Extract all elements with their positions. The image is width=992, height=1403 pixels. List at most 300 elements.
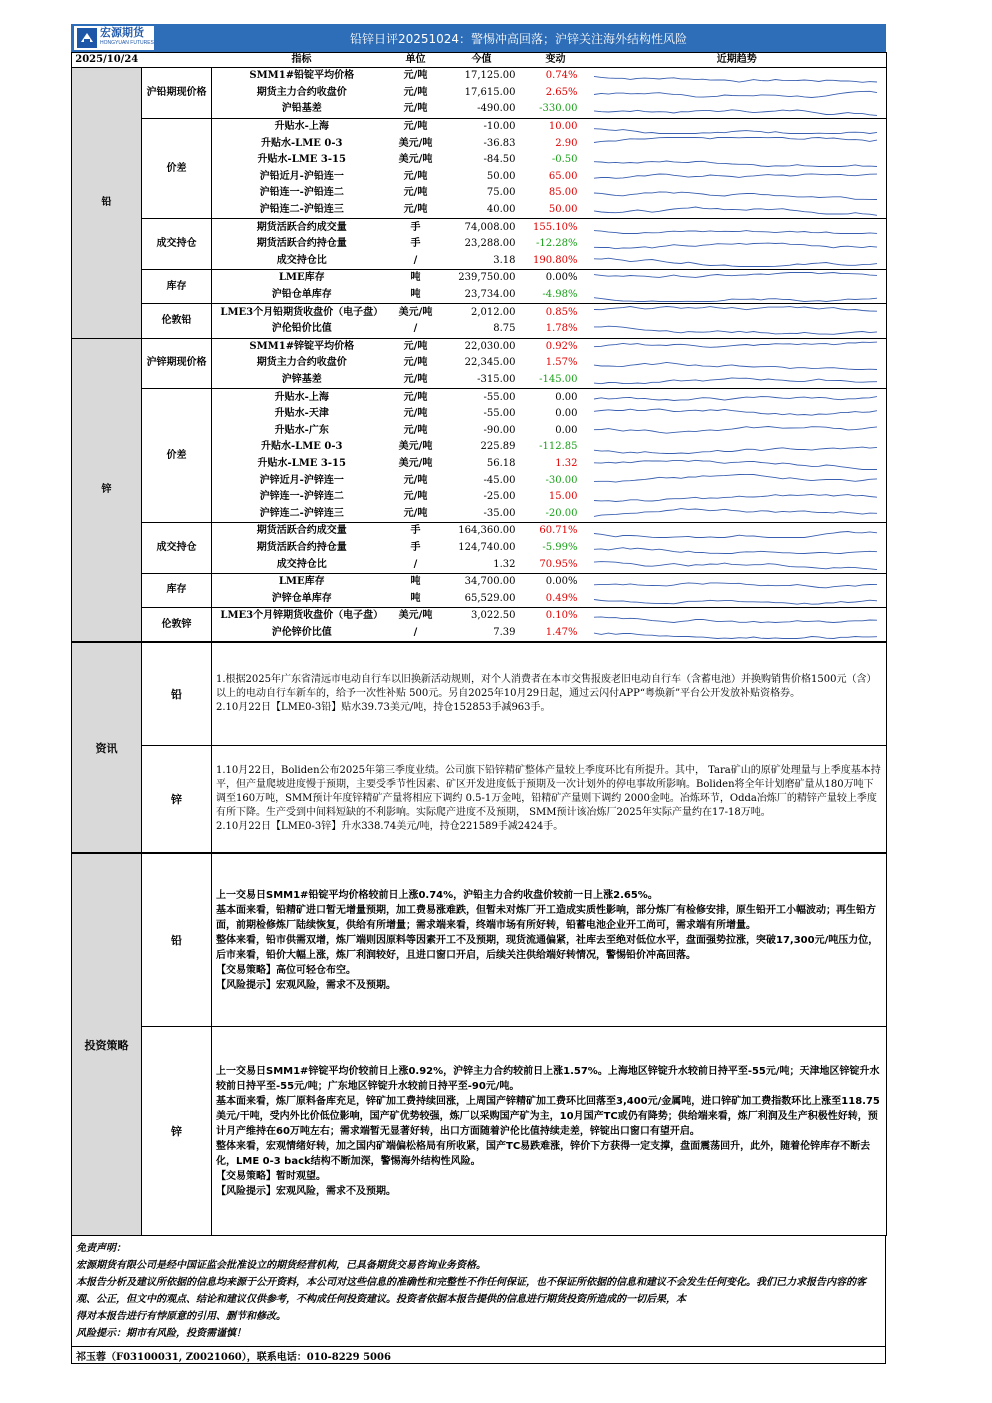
unit-cell: 吨 xyxy=(392,590,440,607)
report-date: 2025/10/24 xyxy=(72,53,142,68)
strategy-lead xyxy=(212,854,887,1027)
trend-sparkline xyxy=(588,237,883,252)
value-cell: -55.00 xyxy=(483,391,516,403)
value-cell: 75.00 xyxy=(486,187,516,199)
trend-cell xyxy=(588,304,887,321)
indicator-name: 期货活跃合约成交量 xyxy=(256,525,347,537)
value-cell: 65,529.00 xyxy=(440,590,524,607)
group-label: 沪锌期现价格 xyxy=(142,338,212,389)
change-cell: 1.32 xyxy=(555,457,578,469)
value-cell: -90.00 xyxy=(483,424,516,436)
indicator-name: 期货活跃合约持仓量 xyxy=(256,541,347,553)
trend-line xyxy=(594,409,877,415)
news-table xyxy=(71,642,887,853)
trend-cell xyxy=(588,355,887,372)
trend-line xyxy=(594,600,877,605)
trend-cell xyxy=(588,372,887,389)
unit-cell: / xyxy=(392,253,440,270)
trend-sparkline xyxy=(588,540,883,555)
value-cell: 124,740.00 xyxy=(458,541,516,553)
value-cell: -25.00 xyxy=(483,491,516,503)
trend-sparkline xyxy=(588,356,883,371)
indicator-name: LME库存 xyxy=(278,272,325,284)
unit-cell: 吨 xyxy=(410,272,421,284)
strategy-zinc-line: 基本面来看，炼厂原料备库充足，锌矿加工费持续回涨，上周国产锌精矿加工费环比回落至3,400元/金属吨，进口锌矿加工费指数环比上涨至118.75美元/干吨，受内外比价低位影响，国产矿优势较强，炼厂以采购国产矿为主，10月国产TC或仍有降势；供给端来看，炼厂利润及生产积极性好转，预计月产维持在60万吨左右；需求端暂无显著好转，出口方面随着沪伦比值持续走差，锌锭出口窗口有望开启。 xyxy=(216,1095,880,1137)
trend-line xyxy=(594,617,877,623)
trend-line xyxy=(594,76,877,82)
value-cell: -84.50 xyxy=(483,154,516,166)
trend-line xyxy=(594,231,877,234)
change-cell: 0.74% xyxy=(545,70,578,82)
trend-cell xyxy=(588,422,887,439)
trend-cell xyxy=(588,118,887,135)
change-cell: 65.00 xyxy=(548,170,578,182)
trend-sparkline xyxy=(588,407,883,422)
unit-cell: 吨 xyxy=(410,576,421,588)
trend-line xyxy=(594,297,877,301)
strategy-lead-line: 【风险提示】宏观风险，需求不及预期。 xyxy=(216,979,396,991)
trend-sparkline xyxy=(588,322,883,337)
trend-cell xyxy=(588,472,887,489)
table-row xyxy=(72,523,887,540)
trend-line xyxy=(594,174,877,178)
strategy-zinc-line: 【风险提示】宏观风险，需求不及预期。 xyxy=(216,1185,396,1197)
zinc-section-label: 锌 xyxy=(72,338,142,642)
strategy-lead-line: 上一交易日SMM1#铅锭平均价格较前日上涨0.74%，沪铅主力合约收盘价较前一日上涨2.65%。 xyxy=(216,889,658,901)
value-cell: 3.18 xyxy=(440,253,524,270)
indicator-name: LME3个月铅期货收盘价（电子盘） xyxy=(220,306,384,318)
trend-line xyxy=(594,243,877,249)
unit-cell: 元/吨 xyxy=(392,505,440,522)
indicator-table xyxy=(71,52,887,642)
table-row xyxy=(72,573,887,590)
strategy-lead-line: 整体来看，铅市供需双增，炼厂端则因原料等因素开工不及预期，现货流通偏紧，社库去至绝对低位水平，盘面强势拉涨，突破17,300元/吨压力位，后市来看，铅价大幅上涨，炼厂利润较好，且进口窗口开启，后续关注供给端好转情况，警惕铅价冲高回落。 xyxy=(216,934,879,961)
trend-cell xyxy=(588,523,887,540)
unit-cell: 元/吨 xyxy=(392,101,440,118)
change-cell: 190.80% xyxy=(524,253,588,270)
change-cell: -0.50 xyxy=(551,154,578,166)
unit-cell: 元/吨 xyxy=(403,391,428,403)
value-cell: -490.00 xyxy=(440,101,524,118)
news-label: 资讯 xyxy=(72,643,142,853)
change-cell: 85.00 xyxy=(548,187,578,199)
strategy-zinc xyxy=(212,1027,887,1236)
value-cell: 17,125.00 xyxy=(464,70,516,82)
trend-cell xyxy=(588,573,887,590)
group-label: 伦敦锌 xyxy=(142,608,212,642)
logo-mark-icon xyxy=(77,28,97,48)
trend-line xyxy=(594,562,877,570)
change-cell: 0.92% xyxy=(545,340,578,352)
change-cell: 155.10% xyxy=(533,221,578,233)
trend-cell xyxy=(588,85,887,102)
change-cell: 0.00% xyxy=(545,576,578,588)
disclaimer-line: 宏源期货有限公司是经中国证监会批准设立的期货经营机构，已具备期货交易咨询业务资格。 xyxy=(76,1260,486,1272)
change-cell: -4.98% xyxy=(524,287,588,304)
value-cell: 50.00 xyxy=(486,170,516,182)
trend-line xyxy=(594,461,877,470)
unit-cell: / xyxy=(392,625,440,642)
value-cell: 164,360.00 xyxy=(458,525,516,537)
table-row xyxy=(72,270,887,287)
change-cell: 1.47% xyxy=(524,625,588,642)
indicator-name: 升贴水-LME 3-15 xyxy=(257,154,346,166)
change-cell: 0.00 xyxy=(555,424,578,436)
trend-line xyxy=(594,110,877,116)
indicator-name: 期货主力合约收盘价 xyxy=(256,86,347,98)
trend-line xyxy=(594,259,877,267)
trend-line xyxy=(594,342,877,347)
trend-cell xyxy=(588,101,887,118)
col-value: 今值 xyxy=(440,53,524,68)
trend-cell xyxy=(588,219,887,236)
trend-line xyxy=(594,583,877,588)
indicator-name: 沪铅近月-沪铅连一 xyxy=(259,170,344,182)
report-sheet xyxy=(71,24,886,1364)
group-label: 沪铅期现价格 xyxy=(142,68,212,119)
indicator-name: LME库存 xyxy=(278,576,325,588)
value-cell: 23,734.00 xyxy=(440,287,524,304)
unit-cell: 手 xyxy=(410,238,421,250)
trend-cell xyxy=(588,489,887,506)
unit-cell: 吨 xyxy=(392,287,440,304)
indicator-name: 成交持仓比 xyxy=(212,253,392,270)
value-cell: 23,288.00 xyxy=(464,238,516,250)
value-cell: -35.00 xyxy=(440,505,524,522)
news-lead-label: 铅 xyxy=(142,643,212,746)
col-unit: 单位 xyxy=(392,53,440,68)
trend-cell xyxy=(588,406,887,423)
unit-cell: / xyxy=(392,556,440,573)
trend-sparkline xyxy=(588,591,883,606)
table-row xyxy=(72,219,887,236)
lead-section-label: 铅 xyxy=(72,68,142,339)
change-cell: 50.00 xyxy=(524,202,588,219)
unit-cell: 美元/吨 xyxy=(398,441,433,453)
trend-sparkline xyxy=(588,423,883,438)
change-cell: 0.49% xyxy=(524,590,588,607)
indicator-name: 沪铅连二-沪铅连三 xyxy=(212,202,392,219)
strategy-lead-label: 铅 xyxy=(142,854,212,1027)
value-cell: 7.39 xyxy=(440,625,524,642)
indicator-name: 升贴水-LME 0-3 xyxy=(261,441,343,453)
trend-cell xyxy=(588,321,887,338)
indicator-name: 沪锌连一-沪锌连二 xyxy=(259,491,344,503)
trend-sparkline xyxy=(588,102,883,117)
news-lead xyxy=(212,643,887,746)
indicator-name: 沪锌基差 xyxy=(212,372,392,389)
table-row xyxy=(72,68,887,85)
trend-sparkline xyxy=(588,305,883,320)
disclaimer-title: 免责声明： xyxy=(76,1243,126,1255)
change-cell: 1.57% xyxy=(545,357,578,369)
news-zinc-line: 1.10月22日，Boliden公布2025年第三季度业绩。公司旗下铅锌精矿整体产量较上季度环比有所提升。其中， Tara矿山的原矿处理量与上季度基本持平，但产量爬坡进度慢于预期，主要受季节性因素、矿区开发进度低于预期及一次计划外的停电事故所影响。Boliden将全年计划磨矿量从180万吨下调至160万吨，SMM预计年度锌精矿产量将相应下调约 0.5-1万金吨，铅精矿产量则下调约 2000金吨。冶炼环节，Odda冶炼厂的精锌产量较上季度有所下降。生产受到中间料短缺的不利影响。实际爬产进度不及预期， SMM预计该冶炼厂2025年实际产量约在17-18万吨。 xyxy=(216,765,881,819)
indicator-name: 沪锌仓单库存 xyxy=(212,590,392,607)
table-row xyxy=(72,118,887,135)
disclaimer xyxy=(71,1236,886,1347)
table-row xyxy=(72,608,887,625)
unit-cell: 元/吨 xyxy=(403,340,428,352)
trend-sparkline xyxy=(588,69,883,84)
table-row xyxy=(72,338,887,355)
unit-cell: 元/吨 xyxy=(403,474,428,486)
trend-line xyxy=(594,378,877,384)
indicator-name: 沪铅连一-沪铅连二 xyxy=(259,187,344,199)
indicator-name: 期货活跃合约持仓量 xyxy=(256,238,347,250)
trend-sparkline xyxy=(588,85,883,100)
trend-line xyxy=(594,92,877,98)
trend-sparkline xyxy=(588,271,883,286)
change-cell: -30.00 xyxy=(545,474,578,486)
trend-line xyxy=(594,326,877,334)
trend-sparkline xyxy=(588,557,883,572)
trend-cell xyxy=(588,287,887,304)
table-row xyxy=(72,389,887,406)
trend-cell xyxy=(588,389,887,406)
col-indicator: 指标 xyxy=(212,53,392,68)
indicator-name: 升贴水-LME 0-3 xyxy=(261,137,343,149)
trend-line xyxy=(594,475,877,483)
change-cell: 0.85% xyxy=(545,306,578,318)
trend-line xyxy=(594,272,877,277)
trend-sparkline xyxy=(588,625,883,640)
news-zinc-label: 锌 xyxy=(142,746,212,853)
value-cell: 225.89 xyxy=(480,441,516,453)
indicator-name: SMM1#铅锭平均价格 xyxy=(249,70,355,82)
trend-sparkline xyxy=(588,339,883,354)
news-lead-line: 1.根据2025年广东省清远市电动自行车以旧换新活动规则，对个人消费者在本市交售报废老旧电动自行车（含蓄电池）并换购销售价格1500元（含）以上的电动自行车新车的，给予一次性补贴 500元。另自2025年10月29日起，通过云闪付APP“粤焕新”平台公开发放补贴资格券。 xyxy=(216,674,877,700)
indicator-name: 沪伦锌价比值 xyxy=(212,625,392,642)
value-cell: 34,700.00 xyxy=(464,576,516,588)
indicator-name: 沪铅仓单库存 xyxy=(212,287,392,304)
change-cell: 1.78% xyxy=(524,321,588,338)
news-zinc-line: 2.10月22日【LME0-3锌】升水338.74美元/吨，持仓221589手减2424手。 xyxy=(216,821,564,833)
trend-cell xyxy=(588,236,887,253)
unit-cell: 元/吨 xyxy=(403,86,428,98)
report-header xyxy=(71,24,886,52)
trend-line xyxy=(594,207,877,215)
trend-line xyxy=(594,138,877,143)
trend-sparkline xyxy=(588,372,883,387)
value-cell: -10.00 xyxy=(483,121,516,133)
indicator-name: 升贴水-天津 xyxy=(274,408,329,420)
value-cell: 74,008.00 xyxy=(464,221,516,233)
value-cell: 1.32 xyxy=(440,556,524,573)
trend-cell xyxy=(588,590,887,607)
indicator-name: 期货活跃合约成交量 xyxy=(256,221,347,233)
trend-cell xyxy=(588,608,887,625)
change-cell: 0.10% xyxy=(545,610,578,622)
trend-line xyxy=(594,192,877,200)
unit-cell: 美元/吨 xyxy=(398,306,433,318)
trend-cell xyxy=(588,556,887,573)
trend-sparkline xyxy=(588,136,883,151)
strategy-lead-line: 【交易策略】高位可轻仓布空。 xyxy=(216,964,356,976)
trend-sparkline xyxy=(588,456,883,471)
trend-cell xyxy=(588,135,887,152)
trend-line xyxy=(594,509,877,517)
disclaimer-line: 本报告分析及建议所依据的信息均来源于公开资料，本公司对这些信息的准确性和完整性不作任何保证，也不保证所依据的信息和建议不会发生任何变化。我们已力求报告内容的客观、公正，但文中的观点、结论和建议仅供参考，不构成任何投资建议。投资者依据本报告提供的信息进行期货投资所造成的一切后果，本 xyxy=(76,1277,866,1306)
trend-line xyxy=(594,494,877,501)
strategy-zinc-label: 锌 xyxy=(142,1027,212,1236)
indicator-name: 升贴水-上海 xyxy=(274,121,329,133)
trend-sparkline xyxy=(588,153,883,168)
trend-sparkline xyxy=(588,440,883,455)
trend-line xyxy=(594,307,877,312)
indicator-name: 沪铅基差 xyxy=(212,101,392,118)
unit-cell: 美元/吨 xyxy=(398,457,433,469)
trend-line xyxy=(594,362,877,369)
trend-cell xyxy=(588,152,887,169)
change-cell: -20.00 xyxy=(524,505,588,522)
trend-cell xyxy=(588,338,887,355)
table-row xyxy=(72,304,887,321)
change-cell: -5.99% xyxy=(542,541,578,553)
trend-cell xyxy=(588,540,887,557)
value-cell: -36.83 xyxy=(483,137,516,149)
trend-sparkline xyxy=(588,253,883,268)
contact-info: 祁玉蓉（F03100031, Z0021060），联系电话：010-8229 5006 xyxy=(71,1347,886,1364)
unit-cell: 元/吨 xyxy=(403,121,428,133)
trend-cell xyxy=(588,68,887,85)
value-cell: 2,012.00 xyxy=(470,306,516,318)
indicator-name: 升贴水-LME 3-15 xyxy=(257,457,346,469)
group-label: 库存 xyxy=(142,270,212,304)
report-title: 铅锌日评20251024：警惕冲高回落；沪锌关注海外结构性风险 xyxy=(349,32,688,46)
disclaimer-line: 得对本报告进行有悖原意的引用、删节和修改。 xyxy=(76,1311,286,1323)
indicator-name: 沪锌近月-沪锌连一 xyxy=(259,474,344,486)
logo-en: HONGYUAN FUTURES xyxy=(100,40,154,46)
logo-cn: 宏源期货 xyxy=(100,27,144,39)
trend-sparkline xyxy=(588,524,883,539)
unit-cell: 手 xyxy=(410,541,421,553)
company-logo xyxy=(74,26,154,50)
unit-cell: 元/吨 xyxy=(403,70,428,82)
group-label: 成交持仓 xyxy=(142,523,212,574)
trend-sparkline xyxy=(588,609,883,624)
col-change: 变动 xyxy=(524,53,588,68)
change-cell: 0.00 xyxy=(555,408,578,420)
value-cell: 17,615.00 xyxy=(464,86,516,98)
unit-cell: 元/吨 xyxy=(403,170,428,182)
trend-cell xyxy=(588,625,887,642)
news-lead-line: 2.10月22日【LME0-3铅】贴水39.73美元/吨，持仓152853手减963手。 xyxy=(216,702,551,714)
value-cell: -55.00 xyxy=(483,408,516,420)
indicator-name: 沪伦铅价比值 xyxy=(212,321,392,338)
trend-line xyxy=(594,633,877,638)
change-cell: 10.00 xyxy=(548,121,578,133)
value-cell: 8.75 xyxy=(440,321,524,338)
value-cell: 22,345.00 xyxy=(464,357,516,369)
unit-cell: 元/吨 xyxy=(392,202,440,219)
change-cell: 60.71% xyxy=(539,525,578,537)
value-cell: 239,750.00 xyxy=(458,272,516,284)
indicator-name: 升贴水-上海 xyxy=(274,391,329,403)
unit-cell: 手 xyxy=(410,525,421,537)
trend-line xyxy=(594,531,877,537)
trend-sparkline xyxy=(588,575,883,590)
disclaimer-line: 风险提示：期市有风险，投资需谨慎！ xyxy=(76,1328,246,1340)
unit-cell: 元/吨 xyxy=(392,372,440,389)
change-cell: 70.95% xyxy=(524,556,588,573)
change-cell: -145.00 xyxy=(524,372,588,389)
trend-line xyxy=(594,427,877,434)
indicator-name: 升贴水-广东 xyxy=(274,424,329,436)
unit-cell: 美元/吨 xyxy=(398,154,433,166)
group-label: 库存 xyxy=(142,573,212,607)
unit-cell: 美元/吨 xyxy=(398,610,433,622)
trend-sparkline xyxy=(588,169,883,184)
unit-cell: / xyxy=(392,321,440,338)
unit-cell: 元/吨 xyxy=(403,408,428,420)
change-cell: 15.00 xyxy=(548,491,578,503)
group-label: 价差 xyxy=(142,389,212,523)
news-zinc xyxy=(212,746,887,853)
trend-sparkline xyxy=(588,288,883,303)
unit-cell: 元/吨 xyxy=(403,187,428,199)
indicator-name: 成交持仓比 xyxy=(212,556,392,573)
unit-cell: 元/吨 xyxy=(403,424,428,436)
unit-cell: 美元/吨 xyxy=(398,137,433,149)
value-cell: 56.18 xyxy=(486,457,516,469)
trend-sparkline xyxy=(588,220,883,235)
unit-cell: 元/吨 xyxy=(403,491,428,503)
col-trend: 近期趋势 xyxy=(588,53,887,68)
strategy-zinc-line: 【交易策略】暂时观望。 xyxy=(216,1170,326,1182)
change-cell: -330.00 xyxy=(524,101,588,118)
trend-cell xyxy=(588,253,887,270)
change-cell: 2.65% xyxy=(545,86,578,98)
trend-sparkline xyxy=(588,203,883,218)
trend-line xyxy=(594,447,877,453)
value-cell: -45.00 xyxy=(483,474,516,486)
trend-cell xyxy=(588,202,887,219)
unit-cell: 手 xyxy=(410,221,421,233)
strategy-zinc-line: 上一交易日SMM1#锌锭平均价较前日上涨0.92%，沪锌主力合约较前日上涨1.57%。上海地区锌锭升水较前日持平至-55元/吨；天津地区锌锭升水较前日持平至-55元/吨；广东地区锌锭升水较前日持平至-90元/吨。 xyxy=(216,1065,880,1092)
trend-sparkline xyxy=(588,506,883,521)
trend-cell xyxy=(588,185,887,202)
trend-cell xyxy=(588,456,887,473)
table-header-row xyxy=(72,53,887,68)
trend-sparkline xyxy=(588,473,883,488)
trend-cell xyxy=(588,439,887,456)
indicator-name: LME3个月锌期货收盘价（电子盘） xyxy=(220,610,384,622)
strategy-lead-line: 基本面来看，铅精矿进口暂无增量预期，加工费易涨难跌，但暂未对炼厂开工造成实质性影响，部分炼厂有检修安排，原生铅开工小幅波动；再生铅方面，前期检修炼厂陆续恢复，供给有所增量；需求端来看，终端市场有所好转，铅蓄电池企业开工尚可，需求端有所增量。 xyxy=(216,904,876,931)
change-cell: 0.00% xyxy=(545,272,578,284)
trend-sparkline xyxy=(588,390,883,405)
trend-cell xyxy=(588,270,887,287)
unit-cell: 元/吨 xyxy=(403,357,428,369)
group-label: 价差 xyxy=(142,118,212,219)
strategy-zinc-line: 整体来看，宏观情绪好转，加之国内矿端偏松格局有所收紧，国产TC易跌难涨，锌价下方获得一定支撑，盘面震荡回升，此外，随着伦锌库存不断去化，LME 0-3 back结构不断加深，警惕海外结构性风险。 xyxy=(216,1140,871,1167)
trend-line xyxy=(594,161,877,167)
strategy-label: 投资策略 xyxy=(72,854,142,1236)
trend-cell xyxy=(588,169,887,186)
group-label: 伦敦铅 xyxy=(142,304,212,338)
group-label: 成交持仓 xyxy=(142,219,212,270)
value-cell: -315.00 xyxy=(440,372,524,389)
trend-line xyxy=(594,128,877,133)
value-cell: 3,022.50 xyxy=(470,610,516,622)
indicator-name: 沪锌连二-沪锌连三 xyxy=(212,505,392,522)
change-cell: 0.00 xyxy=(555,391,578,403)
strategy-table xyxy=(71,853,887,1236)
change-cell: 2.90 xyxy=(555,137,578,149)
trend-line xyxy=(594,397,877,401)
trend-sparkline xyxy=(588,186,883,201)
trend-sparkline xyxy=(588,120,883,135)
indicator-name: SMM1#锌锭平均价格 xyxy=(249,340,355,352)
